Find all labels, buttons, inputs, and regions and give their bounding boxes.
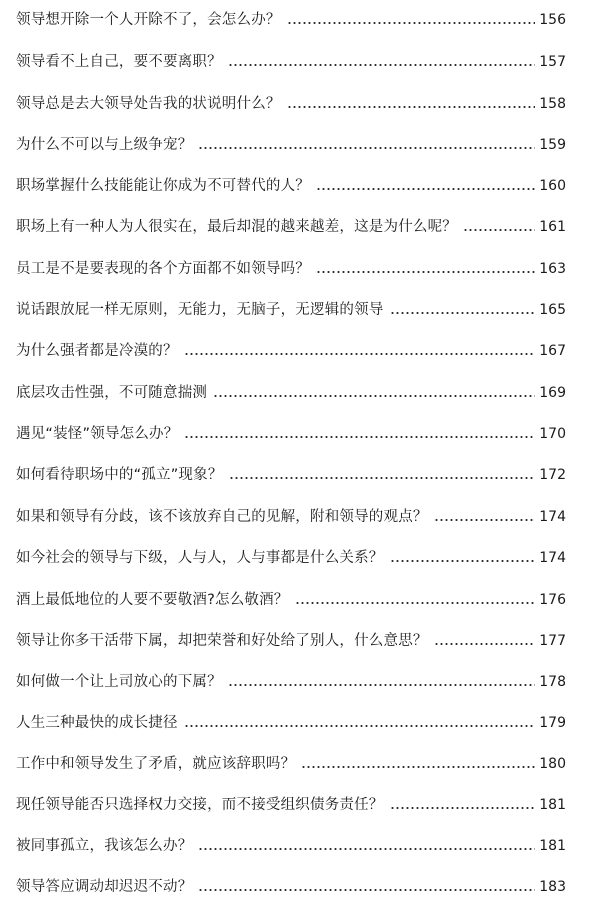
toc-dot-leader: [316, 188, 535, 190]
toc-entry-title: 被同事孤立，我该怎么办？: [16, 838, 193, 854]
toc-entry-page: 163: [539, 261, 566, 277]
toc-dot-leader: [198, 147, 535, 149]
toc-dot-leader: [184, 725, 536, 727]
toc-entry-page: 176: [539, 592, 566, 608]
toc-entry-title: 遇见“装怪”领导怎么办？: [16, 426, 179, 442]
toc-dot-leader: [390, 807, 536, 809]
toc-entry-page: 174: [539, 509, 566, 525]
toc-entry-title: 底层攻击性强，不可随意揣测: [16, 385, 208, 401]
toc-dot-leader: [287, 106, 536, 108]
toc-entry[interactable]: [16, 629, 566, 653]
toc-entry-page: 170: [539, 426, 566, 442]
toc-dot-leader: [287, 22, 536, 24]
toc-entry-page: 174: [539, 550, 566, 566]
toc-entry-page: 158: [539, 96, 566, 112]
toc-entry-title: 说话跟放屁一样无原则，无能力，无脑子，无逻辑的领导: [16, 302, 384, 318]
toc-dot-leader: [463, 229, 535, 231]
toc-entry-page: 177: [539, 633, 566, 649]
toc-entry-page: 178: [539, 674, 566, 690]
toc-entry-title: 领导答应调动却迟迟不动？: [16, 879, 193, 895]
toc-entry-title: 职场掌握什么技能能让你成为不可替代的人？: [16, 178, 310, 194]
toc-dot-leader: [198, 848, 535, 850]
toc-entry[interactable]: [16, 257, 566, 281]
toc-entry-page: 165: [539, 302, 566, 318]
toc-entry-title: 工作中和领导发生了矛盾，就应该辞职吗？: [16, 756, 296, 772]
toc-entry-title: 领导想开除一个人开除不了，会怎么办？: [16, 12, 281, 28]
toc-dot-leader: [184, 436, 535, 438]
toc-entry-page: 172: [539, 467, 566, 483]
toc-entry[interactable]: [16, 174, 566, 198]
toc-entry-title: 为什么强者都是冷漠的？: [16, 343, 178, 359]
toc-entry-title: 人生三种最快的成长捷径: [16, 715, 178, 731]
toc-entry-page: 156: [539, 12, 566, 28]
toc-entry[interactable]: [16, 588, 566, 612]
toc-entry[interactable]: [16, 50, 566, 74]
toc-entry[interactable]: [16, 752, 566, 776]
toc-entry-page: 159: [539, 137, 566, 153]
toc-dot-leader: [228, 64, 535, 66]
toc-entry-title: 员工是不是要表现的各个方面都不如领导吗？: [16, 261, 310, 277]
toc-dot-leader: [316, 271, 535, 273]
toc-entry[interactable]: [16, 546, 566, 570]
toc-entry[interactable]: [16, 793, 566, 817]
toc-dot-leader: [213, 395, 535, 397]
toc-entry-page: 181: [539, 838, 566, 854]
toc-entry-title: 领导让你多干活带下属，却把荣誉和好处给了别人，什么意思？: [16, 633, 428, 649]
toc-entry[interactable]: [16, 463, 566, 487]
toc-entry-page: 183: [539, 879, 566, 895]
toc-entry[interactable]: [16, 92, 566, 116]
toc-entry[interactable]: [16, 298, 566, 322]
toc-entry-page: 161: [539, 219, 566, 235]
toc-entry[interactable]: [16, 670, 566, 694]
toc-dot-leader: [184, 353, 536, 355]
toc-entry-title: 为什么不可以与上级争宠？: [16, 137, 193, 153]
toc-entry[interactable]: [16, 505, 566, 529]
toc-entry[interactable]: [16, 8, 566, 32]
toc-dot-leader: [434, 519, 536, 521]
toc-entry-page: 181: [539, 797, 566, 813]
toc-entry-page: 179: [539, 715, 566, 731]
toc-entry[interactable]: [16, 711, 566, 735]
toc-entry-page: 169: [539, 385, 566, 401]
toc-entry-title: 酒上最低地位的人要不要敬酒?怎么敬酒？: [16, 592, 289, 608]
toc-dot-leader: [390, 560, 536, 562]
toc-entry-title: 现任领导能否只选择权力交接，而不接受组织债务责任？: [16, 797, 384, 813]
toc-entry[interactable]: [16, 422, 566, 446]
toc-entry-title: 如何做一个让上司放心的下属？: [16, 674, 222, 690]
toc-entry[interactable]: [16, 834, 566, 858]
toc-entry-page: 157: [539, 54, 566, 70]
toc-dot-leader: [390, 312, 536, 314]
toc-entry[interactable]: [16, 133, 566, 157]
toc-entry-title: 如果和领导有分歧，该不该放弃自己的见解，附和领导的观点？: [16, 509, 428, 525]
toc-entry[interactable]: [16, 381, 566, 405]
toc-entry-title: 职场上有一种人为人很实在，最后却混的越来越差，这是为什么呢？: [16, 219, 457, 235]
toc-entry-page: 167: [539, 343, 566, 359]
toc-entry[interactable]: [16, 339, 566, 363]
toc-entry-page: 180: [539, 756, 566, 772]
toc-entry-title: 如何看待职场中的“孤立”现象？: [16, 467, 223, 483]
toc-entry-page: 160: [539, 178, 566, 194]
toc-dot-leader: [301, 766, 535, 768]
toc-dot-leader: [198, 889, 535, 891]
toc-dot-leader: [229, 477, 536, 479]
toc-entry-title: 领导看不上自己，要不要离职？: [16, 54, 222, 70]
toc-entry-title: 领导总是去大领导处告我的状说明什么？: [16, 96, 281, 112]
toc-entry[interactable]: [16, 875, 566, 899]
toc-entry[interactable]: [16, 215, 566, 239]
toc-dot-leader: [295, 602, 536, 604]
toc-dot-leader: [228, 684, 535, 686]
toc-entry-title: 如今社会的领导与下级，人与人，人与事都是什么关系？: [16, 550, 384, 566]
toc-dot-leader: [434, 643, 536, 645]
